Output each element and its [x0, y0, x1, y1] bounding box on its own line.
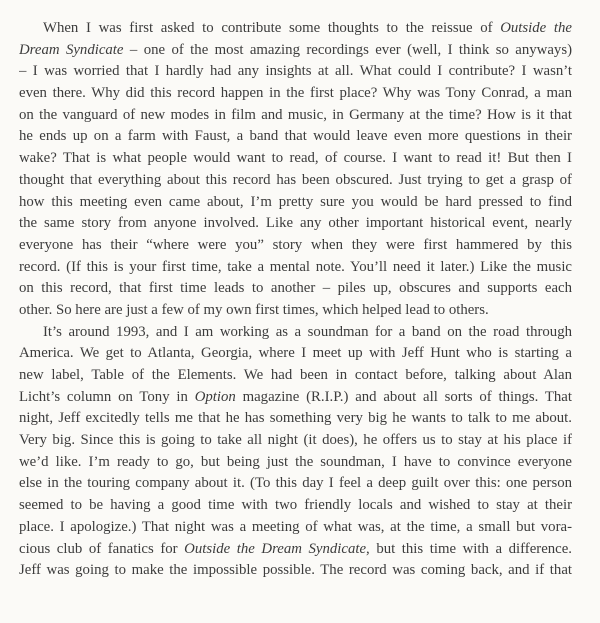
text-line — [19, 452, 572, 474]
text-segment: on the vanguard of new modes in film and music, in Germany at the time? How is it that — [19, 106, 572, 123]
text-line — [19, 343, 572, 365]
text-segment: – I was worried that I hardly had any insights at all. What could I contribute? I wasn’t — [19, 63, 572, 80]
text-segment: Very big. Since this is going to take all night (it does), he offers us to stay at his place if — [19, 432, 572, 449]
text-line — [19, 170, 572, 192]
text-segment: everyone has their “where were you” story when they were first hammered by this — [19, 236, 572, 253]
text-line — [19, 408, 572, 430]
italic-text-segment: Option — [194, 388, 236, 405]
text-segment: – one of the most amazing recordings ever (well, I think so anyways) — [123, 41, 572, 58]
text-line — [19, 560, 572, 582]
text-line — [19, 18, 572, 40]
italic-text-segment: Dream Syndicate — [19, 41, 124, 58]
text-line — [19, 365, 572, 387]
text-line — [19, 539, 572, 561]
text-line — [19, 40, 572, 62]
text-segment: cious club of fanatics for — [19, 540, 185, 557]
text-segment: new label, Table of the Elements. We had been in contact before, talking about Alan — [19, 367, 572, 383]
text-line — [19, 387, 572, 409]
text-segment: other. So here are just a few of my own first times, which helped lead to others. — [19, 301, 489, 318]
text-line — [19, 213, 572, 235]
text-segment: wake? That is what people would want to read, of course. I want to read it! But then I — [19, 150, 572, 167]
italic-text-segment: Outside the — [500, 20, 572, 36]
text-line — [19, 148, 572, 170]
text-line — [19, 278, 572, 300]
text-line — [19, 126, 572, 148]
text-line — [19, 430, 572, 452]
text-line — [19, 235, 572, 257]
text-segment: he ends up on a farm with Faust, a band that would leave even more questions in their — [19, 128, 572, 145]
text-line — [19, 300, 572, 322]
text-line — [19, 257, 572, 279]
text-line — [19, 61, 572, 83]
text-line — [19, 473, 572, 495]
text-segment: even there. Why did this record happen in the first place? Why was Tony Conrad, a man — [19, 85, 572, 102]
text-segment: , but this time with a difference. — [366, 540, 572, 557]
text-segment: we’d like. I’m ready to go, but being just the soundman, I have to convince everyone — [19, 453, 572, 470]
text-segment: record. (If this is your first time, take a mental note. You’ll need it later.) Like the music — [19, 258, 572, 275]
paragraph — [19, 322, 572, 582]
text-segment: how this meeting even came about, I’m pretty sure you would be hard pressed to find — [19, 193, 572, 210]
text-line — [19, 105, 572, 127]
text-segment: else in the touring company about it. (To this day I feel a deep guilt over this: one person — [19, 475, 572, 492]
italic-text-segment: Outside the Dream Syndicate — [184, 540, 367, 557]
text-line — [19, 83, 572, 105]
text-segment: place. I apologize.) That night was a meeting of what was, at the time, a small but vora- — [19, 518, 572, 535]
text-segment: Licht’s column on Tony in — [19, 388, 195, 405]
text-segment: thought that everything about this record has been obscured. Just trying to get a grasp of — [19, 171, 572, 188]
text-segment: night, Jeff excitedly tells me that he has something very big he wants to talk to me about. — [19, 410, 572, 427]
text-line — [19, 322, 572, 344]
paragraph — [19, 18, 572, 322]
text-segment: the same story from anyone involved. Like any other important historical event, nearly — [19, 215, 572, 232]
text-segment: America. We get to Atlanta, Georgia, where I meet up with Jeff Hunt who is starting a — [19, 345, 572, 362]
text-line — [19, 192, 572, 214]
text-segment: When I was first asked to contribute some thoughts to the reissue of — [43, 20, 501, 36]
text-line — [19, 517, 572, 539]
text-segment: Jeff was going to make the impossible possible. The record was coming back, and if that — [19, 562, 572, 579]
text-segment: on this record, that first time leads to another – piles up, obscures and supports each — [19, 280, 572, 297]
document-text — [19, 18, 572, 582]
text-segment: seemed to be having a good time with two friendly locals and wished to stay at their — [19, 497, 572, 514]
text-segment: magazine (R.I.P.) and about all sorts of things. That — [235, 388, 572, 405]
text-line — [19, 495, 572, 517]
text-segment: It’s around 1993, and I am working as a soundman for a band on the road through — [43, 323, 572, 340]
